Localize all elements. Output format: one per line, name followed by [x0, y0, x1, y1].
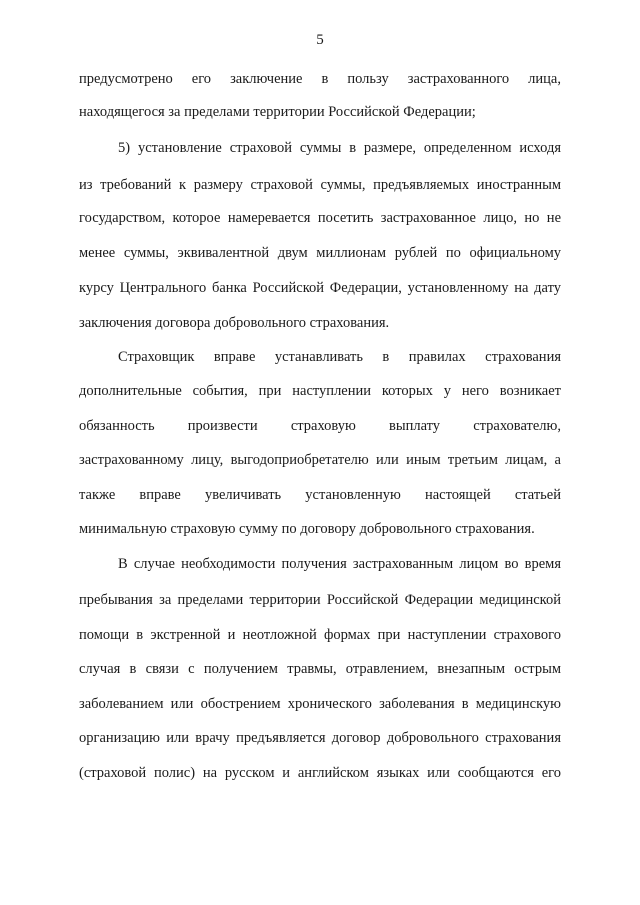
text-line: обязанность произвести страховую выплату страхователю,: [79, 418, 561, 434]
text-line: заключения договора добровольного страхования.: [79, 315, 390, 331]
text-line: дополнительные события, при наступлении которых у него возникает: [79, 383, 561, 399]
text-line: заболеванием или обострением хронического заболевания в медицинскую: [79, 696, 561, 712]
text-line: менее суммы, эквивалентной двум миллионам рублей по официальному: [79, 245, 561, 261]
text-line: (страховой полис) на русском и английском языках или сообщаются его: [79, 765, 561, 781]
text-line: также вправе увеличивать установленную настоящей статьей: [79, 487, 561, 503]
text-line: из требований к размеру страховой суммы, предъявляемых иностранным: [79, 177, 561, 193]
text-line: В случае необходимости получения застрахованным лицом во время: [118, 556, 561, 572]
text-line: Страховщик вправе устанавливать в правилах страхования: [118, 349, 561, 365]
text-line: государством, которое намеревается посетить застрахованное лицо, но не: [79, 210, 561, 226]
text-line: организацию или врачу предъявляется договор добровольного страхования: [79, 730, 561, 746]
text-line: предусмотрено его заключение в пользу застрахованного лица,: [79, 71, 561, 87]
text-line: минимальную страховую сумму по договору добровольного страхования.: [79, 521, 535, 537]
text-line: помощи в экстренной и неотложной формах при наступлении страхового: [79, 627, 561, 643]
text-line: застрахованному лицу, выгодоприобретателю или иным третьим лицам, а: [79, 452, 561, 468]
text-line: находящегося за пределами территории Российской Федерации;: [79, 104, 476, 120]
text-line: курсу Центрального банка Российской Федерации, установленному на дату: [79, 280, 561, 296]
text-line: пребывания за пределами территории Российской Федерации медицинской: [79, 592, 561, 608]
text-line: случая в связи с получением травмы, отравлением, внезапным острым: [79, 661, 561, 677]
page-number: 5: [316, 32, 324, 48]
text-line: 5) установление страховой суммы в размере, определенном исходя: [118, 140, 561, 156]
